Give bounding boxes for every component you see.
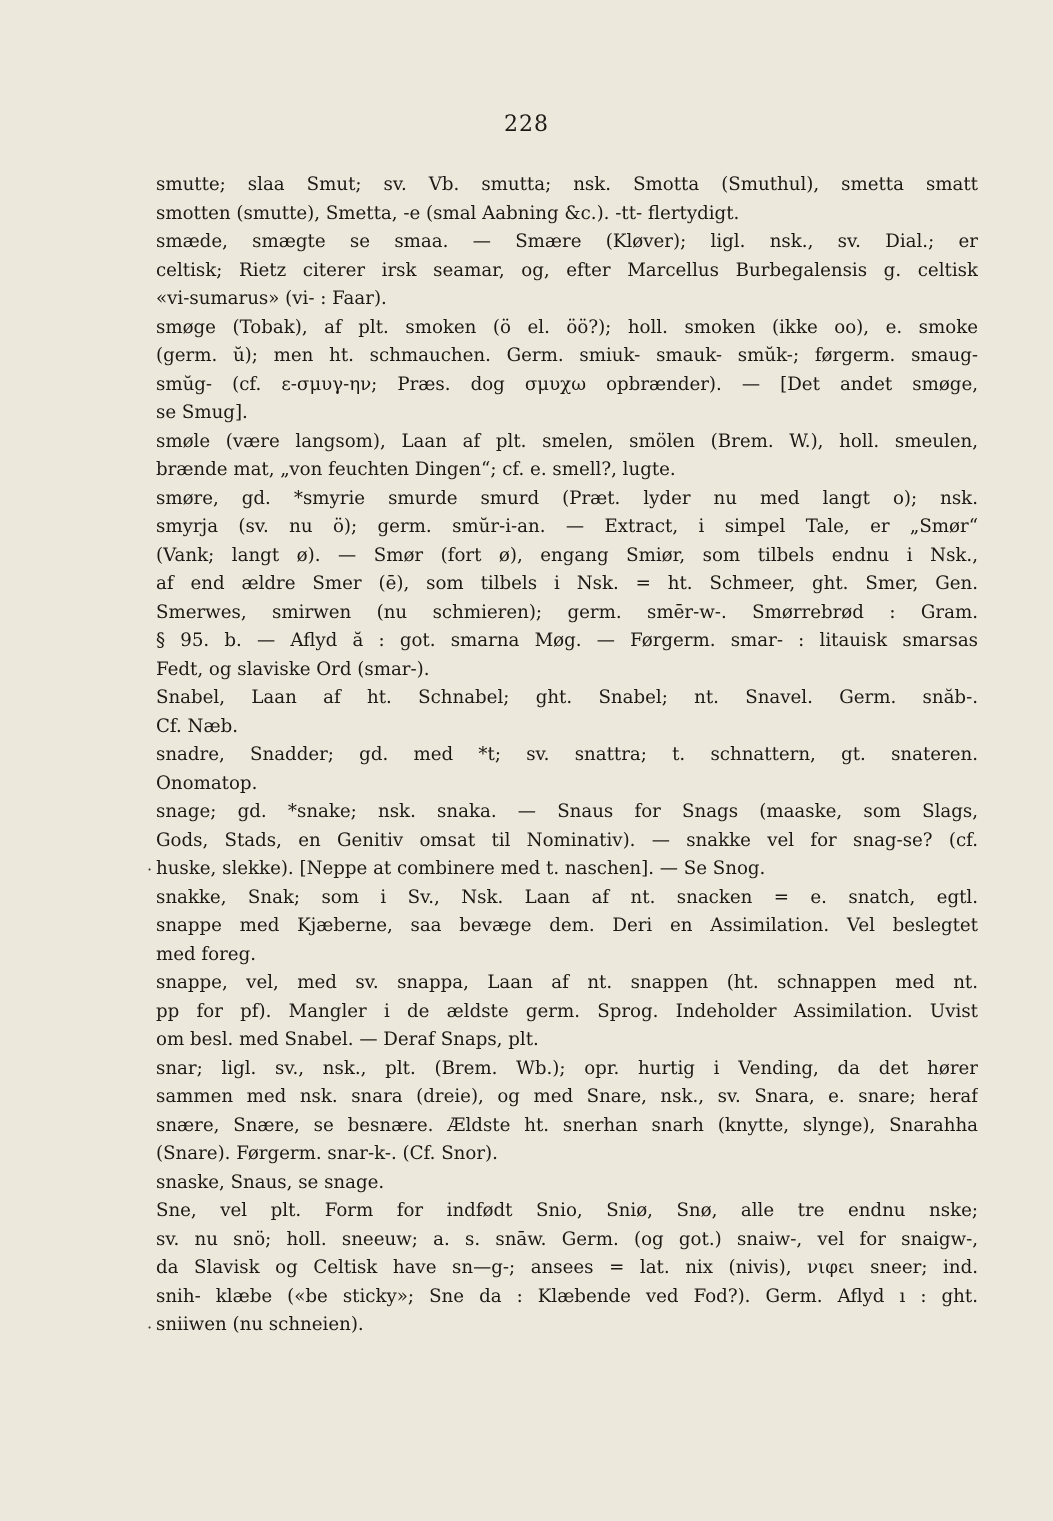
text-line: brænde mat, „von feuchten Dingen“; cf. e. smell?, lugte. [156,459,676,480]
text-line: huske, slekke). [Neppe at combinere med t. naschen]. — Se Snog. [156,858,766,879]
text-line: af end ældre Smer (ē), som tilbels i Nsk. = ht. Schmeer, ght. Smer, Gen. [156,573,978,594]
text-line: smøle (være langsom), Laan af plt. smelen, smölen (Brem. W.), holl. smeulen, [156,430,978,452]
text-line: med foreg. [156,943,256,965]
text-line: snappe med Kjæberne, saa bevæge dem. Deri en Assimilation. Vel beslegtet [156,915,978,936]
text-line: snære, Snære, se besnære. Ældste ht. snerhan snarh (knytte, slynge), Snarahha [156,1114,978,1136]
text-line: Sne, vel plt. Form for indfødt Snio, Sniø, Snø, alle tre endnu nske; [156,1200,978,1221]
text-line: smotten (smutte), Smetta, -e (smal Aabning &c.). -tt- flertydigt. [156,202,740,224]
dictionary-text-block [156,171,978,1340]
text-line: pp for pf). Mangler i de ældste germ. Sprog. Indeholder Assimilation. Uvist [156,1000,978,1022]
text-line: snakke, Snak; som i Sv., Nsk. Laan af nt. snacken = e. snatch, egtl. [156,886,978,908]
text-line: snaske, Snaus, se snage. [156,1171,385,1193]
text-line: smæde, smægte se smaa. — Smære (Kløver); ligl. nsk., sv. Dial.; er [156,231,978,252]
text-line: se Smug]. [156,402,248,423]
text-line: celtisk; Rietz citerer irsk seamar, og, efter Marcellus Burbegalensis g. celtisk [156,259,978,281]
text-line: § 95. b. — Aflyd ă : got. smarna Møg. — Førgerm. smar- : litauisk smarsas [156,630,978,651]
text-line: (Snare). Førgerm. snar-k-. (Cf. Snor). [156,1143,498,1164]
text-line: snage; gd. *snake; nsk. snaka. — Snaus for Snags (maaske, som Slags, [156,801,978,822]
text-line: snappe, vel, med sv. snappa, Laan af nt. snappen (ht. schnappen med nt. [156,972,978,993]
text-line: Snabel, Laan af ht. Schnabel; ght. Snabel; nt. Snavel. Germ. snăb-. [156,687,978,708]
text-line: sv. nu snö; holl. sneeuw; a. s. snāw. Germ. (og got.) snaiw-, vel for snaigw-, [156,1228,978,1250]
text-line: Gods, Stads, en Genitiv omsat til Nominativ). — snakke vel for snag-se? (cf. [156,829,978,851]
text-line: (Vank; langt ø). — Smør (fort ø), engang Smiør, som tilbels endnu i Nsk., [156,544,978,566]
text-line: Cf. Næb. [156,715,238,737]
text-line: sammen med nsk. snara (dreie), og med Snare, nsk., sv. Snara, e. snare; heraf [156,1086,978,1107]
text-line: Onomatop. [156,772,258,794]
page-number: 228 [504,112,549,137]
text-line: smøre, gd. *smyrie smurde smurd (Præt. lyder nu med langt o); nsk. [156,487,978,509]
text-line: Smerwes, smirwen (nu schmieren); germ. smēr-w-. Smørrebrød : Gram. [156,601,978,623]
text-line: snadre, Snadder; gd. med *t; sv. snattra; t. schnattern, gt. snateren. [156,744,978,765]
text-line: om besl. med Snabel. — Deraf Snaps, plt. [156,1029,539,1050]
text-line: smøge (Tobak), af plt. smoken (ö el. öö?); holl. smoken (ikke oo), e. smoke [156,316,978,338]
text-line: da Slavisk og Celtisk have sn—g-; ansees = lat. nix (nivis), νιφει sneer; ind. [156,1257,978,1278]
text-line: «vi-sumarus» (vi- : Faar). [156,288,387,309]
text-line: (germ. ŭ); men ht. schmauchen. Germ. smiuk- smauk- smŭk-; førgerm. smaug- [156,345,978,366]
text-line: snar; ligl. sv., nsk., plt. (Brem. Wb.); opr. hurtig i Vending, da det hører [156,1057,978,1079]
text-line: snih- klæbe («be sticky»; Sne da : Klæbende ved Fod?). Germ. Aflyd ı : ght. [156,1285,978,1307]
text-line: smyrja (sv. nu ö); germ. smŭr-i-an. — Extract, i simpel Tale, er „Smør“ [156,516,978,537]
text-line: smŭg- (cf. ε-σμυγ-ην; Præs. dog σμυχω opbrænder). — [Det andet smøge, [156,373,978,395]
margin-mark: · [147,860,153,879]
text-line: smutte; slaa Smut; sv. Vb. smutta; nsk. Smotta (Smuthul), smetta smatt [156,174,978,195]
text-line: sniiwen (nu schneien). [156,1314,364,1335]
margin-mark: · [147,1318,153,1337]
text-line: Fedt, og slaviske Ord (smar-). [156,658,430,680]
